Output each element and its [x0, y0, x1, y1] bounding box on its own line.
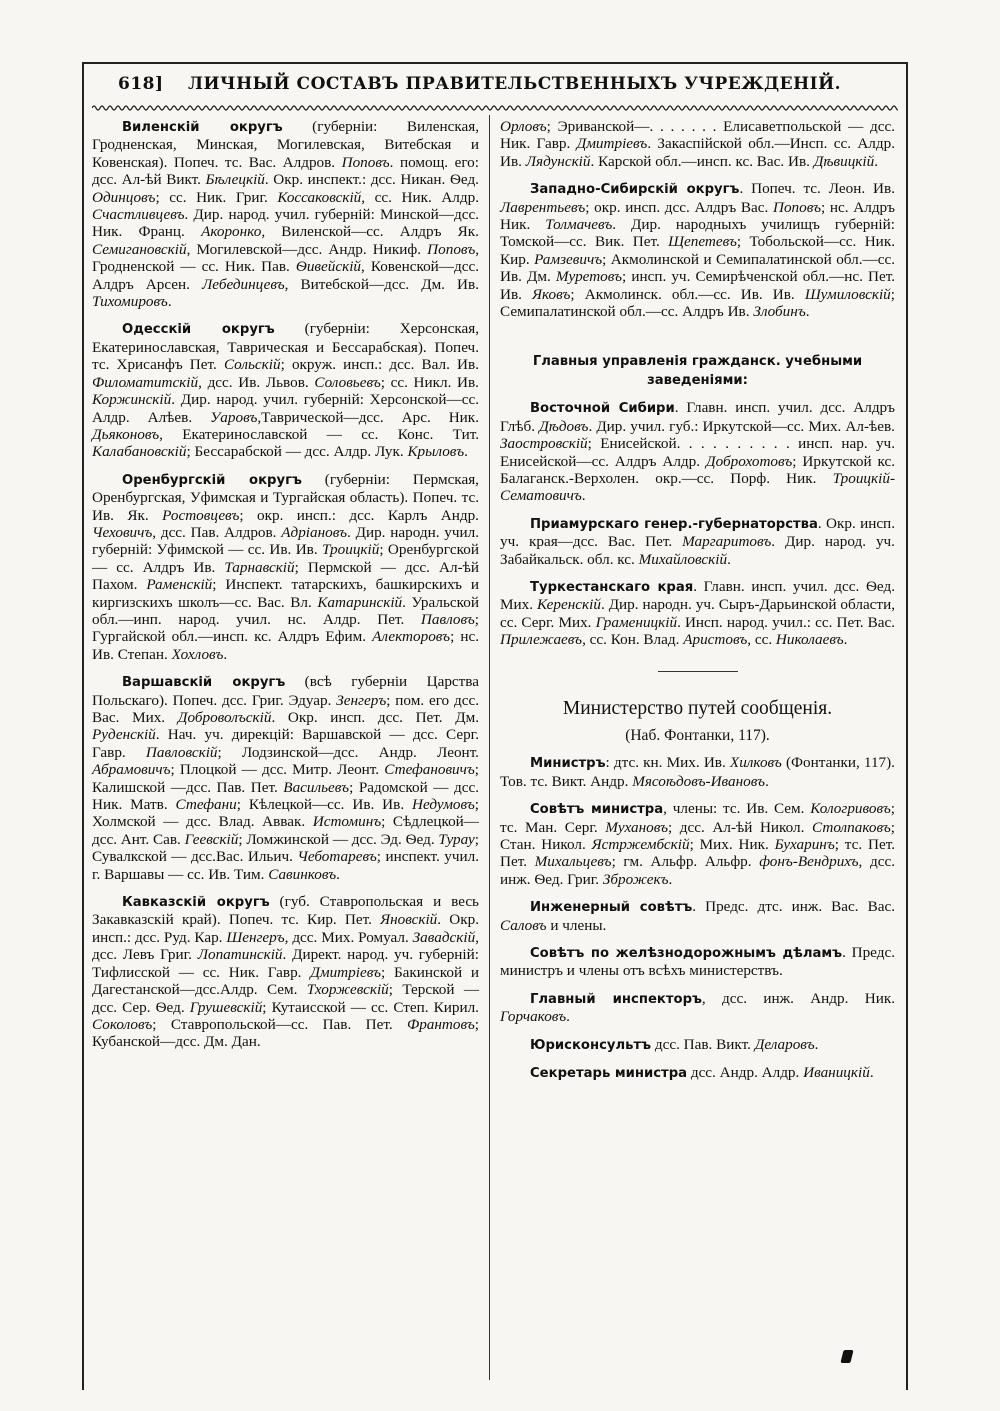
text-run: ; Кубанской—дсс. Дм. Дан. [92, 1015, 479, 1051]
surname: Тхоржевскій [306, 981, 389, 999]
left-column [92, 118, 479, 1061]
surname: Мясоѣдовъ-Ивановъ [632, 772, 766, 790]
text-run: дсс. Андр. Алдр. [687, 1064, 804, 1082]
text-run: , Гродненской — сс. Ник. Пав. [92, 240, 479, 276]
text-run: : дтс. кн. Мих. Ив. [605, 754, 730, 772]
surname: Чеботаревъ [297, 848, 377, 866]
text-run: . Главн. инсп. учил. дсс. Ѳед. Мих. [500, 577, 895, 614]
surname: Рамзевичъ [534, 250, 603, 268]
surname: Тихомировъ [92, 293, 168, 311]
surname: Тарнавскій [224, 558, 295, 576]
paragraph [500, 180, 895, 320]
surname: Доброволъскій [177, 709, 272, 726]
surname: Адріановъ [281, 523, 348, 541]
heading-term: Кавказскій округъ [122, 895, 270, 911]
text-run: ; Сѣдлецкой—дсс. Ант. Сав. [92, 813, 479, 848]
surname: Крыловъ [407, 443, 465, 461]
heading-term: Секретарь министра [530, 1066, 688, 1082]
text-run: (губерніи: Херсонская, Екатеринославская, Таврическая и Бессарабская). Попеч. тс. Хрисанфъ Пет. [92, 320, 479, 374]
text-run: . Окр. инсп. дсс. Пет. Дм. [271, 709, 480, 726]
text-run: ; Терской — дсс. Сер. Ѳед. [92, 981, 480, 1016]
surname: Завадскій [412, 928, 476, 946]
text-run: . Предс. министръ и члены отъ всѣхъ министерствъ. [500, 944, 895, 980]
surname: Аристовъ [683, 631, 748, 649]
text-run: (всѣ губерніи Царства Польскаго). Попеч. дсс. Григ. Эдуар. [92, 673, 480, 709]
text-run: ; Ставропольской—сс. Пав. Пет. [152, 1015, 407, 1033]
heading-term: Главныя управленія гражданск. учебными заведеніями: [532, 354, 863, 388]
text-run: ; инсп. уч. Семирѣченской обл.—нс. Пет. Ив. [500, 268, 895, 303]
right-column [500, 118, 895, 1092]
surname: Зенгеръ [336, 691, 387, 709]
surname: Лаврентьевъ [500, 198, 586, 216]
text-run: . Закаспійской обл.—Инсп. сс. Алдр. Ив. [500, 135, 895, 170]
surname: Поповъ [773, 198, 822, 216]
surname: Счастливцевъ [92, 206, 185, 224]
surname: Муретовъ [555, 268, 623, 286]
text-run: ; Инспект. татарскихъ, башкирскихъ и киргизскихъ школъ—сс. Вас. Вл. [92, 576, 480, 611]
text-run: . Главн. инсп. учил. дсс. Алдръ Глѣб. [500, 399, 895, 435]
text-run: ; Акмолинск. обл.—сс. Ив. Ив. [570, 285, 805, 303]
heading-term: Совѣтъ министра [530, 802, 664, 818]
text-run: , дсс. Ив. Львов. [198, 373, 315, 391]
text-run: , члены: тс. Ив. Сем. [663, 800, 811, 818]
text-run: ; Семипалатинской обл.—сс. Алдръ Ив. [500, 285, 896, 321]
heading-term: Одесскій округъ [122, 322, 275, 338]
text-run: , Ковенской—дсс. Алдръ Арсен. [92, 258, 480, 293]
heading-term: Совѣтъ по желѣзнодорожнымъ дѣламъ [530, 946, 843, 962]
text-run: ; Лодзинской—дсс. Андр. Леонт. [217, 743, 479, 761]
surname: фонъ-Вендрихъ [759, 853, 859, 871]
surname: Калабановскій [92, 443, 187, 461]
surname: Ястржембскій [591, 836, 690, 853]
surname: Троицкій [321, 541, 380, 559]
text-run: , Могилевской—дсс. Андр. Никиф. [186, 240, 428, 258]
surname: Кологривовъ [810, 800, 891, 818]
text-run: ; Акмолинской и Семипалатинской обл.—сс. Ив. Дм. [500, 250, 895, 286]
text-run: ; Бакинской и Дагестанской—дсс.Алдр. Сем. [92, 963, 480, 999]
heading-term: Виленскій округъ [122, 120, 283, 135]
paragraph [500, 898, 895, 934]
paragraph [500, 352, 895, 389]
text-run: ; окруж. инсп.: дсс. Вал. Ив. [280, 356, 479, 374]
page-number: 618] [118, 74, 164, 94]
surname: Дьяконовъ [92, 425, 160, 443]
surname: Маргаритовъ [682, 533, 772, 551]
surname: Грушевскій [189, 998, 263, 1016]
text-run: , дсс. Мих. Ромуал. [284, 928, 413, 946]
text-run: ; Ломжинской — дсс. Эд. Ѳед. [238, 830, 439, 848]
section-rule [658, 671, 738, 672]
surname: Лопатинскій [197, 946, 283, 964]
text-run: . [223, 645, 228, 663]
surname: Столпаковъ [812, 818, 891, 836]
surname: Прилежаевъ [500, 631, 583, 649]
text-run: . [727, 550, 731, 568]
text-run: . [167, 293, 172, 311]
paragraph [500, 727, 895, 744]
surname: Шумиловскій [804, 285, 891, 303]
surname: Шенгеръ [226, 928, 285, 946]
text-run: . [805, 303, 810, 321]
text-run: (Фонтанки, 117). Тов. тс. Викт. Андр. [500, 754, 895, 790]
surname: Ѳивейскій [295, 258, 362, 276]
surname: Соколовъ [92, 1015, 153, 1033]
surname: Бухаринъ [774, 836, 835, 853]
text-run: . [581, 487, 586, 505]
text-run: . [869, 1064, 874, 1082]
surname: Орловъ [500, 118, 547, 135]
text-run: . [765, 772, 769, 790]
text-run: ; тс. Пет. Пет. [500, 836, 895, 871]
surname: Истоминъ [312, 813, 382, 831]
text-run: ; Кутаисской — сс. Степ. Кирил. [262, 998, 479, 1016]
text-run: ; Пермской — дсс. Ал-ѣй Пахом. [92, 558, 479, 594]
surname: Николаевъ [775, 631, 844, 649]
text-run: ; окр. инсп.: дсс. Карлъ Андр. [239, 506, 479, 524]
text-run: . [464, 443, 468, 461]
text-run: ; окр. инсп. дсс. Алдръ Вас. [585, 198, 773, 216]
text-run: . [843, 631, 848, 649]
heading-term: Юрисконсультъ [530, 1037, 652, 1053]
surname: Хилковъ [729, 754, 782, 772]
surname: Стефани [175, 796, 237, 814]
surname: Коржинскій [92, 391, 172, 409]
surname: Павловскій [145, 743, 218, 761]
heading-term: Главный инспекторъ [530, 991, 702, 1007]
text-run: . Окр. инспект.: дсс. Никан. Ѳед. [264, 171, 479, 189]
surname: Горчаковъ [500, 1008, 567, 1026]
text-run: Министерство путей сообщенія. [562, 697, 833, 719]
surname: Щепетевъ [668, 233, 737, 251]
surname: Деларовъ [754, 1035, 815, 1053]
text-run: , сс. Ник. Алдр. [361, 188, 479, 206]
surname: Саловъ [500, 916, 547, 934]
text-run: ; Плоцкой — дсс. Митр. Леонт. [170, 761, 385, 779]
text-run: ; нс. Ив. Степан. [92, 628, 479, 663]
paragraph [500, 399, 895, 504]
text-run: ; пом. его дсс. Вас. Мих. [92, 691, 479, 726]
paragraph [500, 1036, 895, 1054]
surname: Михайловскій [638, 550, 728, 568]
surname: Турау [438, 830, 475, 848]
paragraph [92, 320, 479, 460]
paragraph [500, 944, 895, 980]
text-run: . Предс. дтс. инж. Вас. Вас. [692, 898, 895, 916]
paragraph [500, 990, 895, 1026]
text-run: ; нс. Алдръ Ник. [500, 198, 896, 234]
text-run: ; Гургайской обл.—инсп. кс. Алдръ Ефим. [92, 610, 479, 646]
surname: Коссаковскій [277, 188, 362, 206]
text-run: , Виленской—сс. Алдръ Як. [261, 223, 479, 241]
text-run: ; Холмской — дсс. Влад. Аввак. [92, 796, 479, 831]
surname: Дмитріевъ [576, 135, 648, 153]
surname: Недумовъ [412, 796, 475, 814]
text-run: ; Иркутской кс. Балаганск.-Верхолен. окр.—сс. Порф. Ник. [500, 452, 896, 487]
text-run: дсс. Пав. Викт. [651, 1035, 755, 1053]
surname: Геевскій [184, 830, 239, 848]
text-run: . Дир. народ. уч. Забайкальск. обл. кс. [500, 533, 895, 568]
surname: Зброжекъ [602, 870, 669, 888]
surname: Раменскій [146, 576, 213, 594]
surname: Мухановъ [605, 818, 668, 836]
text-run: . Директ. народ. уч. губерній: Тифлисской — сс. Ник. Гавр. [92, 946, 479, 981]
column-divider [489, 115, 490, 1380]
text-run: , сс. Кон. Влад. [582, 631, 684, 649]
text-run: ; Калишской —дсс. Пав. Пет. [92, 761, 479, 796]
heading-term: Западно-Сибирскій округъ [530, 182, 740, 198]
text-run: (губерніи: Виленская, Гродненская, Минская, Могилевская, Витебская и Ковенская). Попеч. тс. Вас. Алдров. [92, 118, 479, 171]
surname: Васильевъ [283, 778, 350, 796]
surname: Соловьевъ [314, 373, 381, 391]
surname: Одинцовъ [92, 188, 156, 206]
text-run: . [874, 152, 879, 170]
surname: Дѣвицкій [813, 152, 875, 170]
text-run: . Инсп. народ. учил.: сс. Пет. Вас. [677, 613, 896, 631]
surname: Поповъ [341, 153, 390, 171]
surname: Алекторовъ [372, 628, 451, 646]
surname: Уаровъ [210, 408, 258, 426]
text-run: ; Енисейской. . . . . . . . . . инсп. нар. уч. Енисейской—сс. Алдръ Алдр. [500, 435, 895, 470]
header-wavy-rule [92, 103, 898, 113]
text-run: . Карской обл.—инсп. кс. Вас. Ив. [590, 152, 814, 170]
paragraph [92, 471, 479, 663]
paragraph [500, 754, 895, 790]
text-run: . Дир. народ. учил. губерній: Херсонской—сс. Алдр. Алѣев. [92, 391, 479, 426]
surname: Дмитріевъ [310, 963, 381, 981]
surname: Ростовцевъ [162, 506, 240, 524]
text-run: , дсс. инж. Ѳед. Григ. [500, 853, 895, 888]
text-run: (губерніи: Пермская, Оренбургская, Уфимская и Тургайская область). Попеч. тс. Ив. Як. [92, 470, 479, 524]
heading-term: Приамурскаго генер.-губернаторства [530, 516, 818, 532]
text-run: . Окр. инсп. уч. края—дсс. Вас. Пет. [500, 514, 895, 551]
surname: Злобинъ [753, 303, 806, 321]
surname: Лядунскій [525, 152, 591, 170]
text-run: ; Радомской — дсс. Ник. Матв. [92, 778, 479, 814]
text-run: . Дир. народн. уч. Сыръ-Дарьинской области, сс. Серг. Мих. [500, 596, 895, 631]
surname: Лебединцевъ [202, 275, 285, 293]
text-run: . Окр. инсп.: дсс. Руд. Кар. [92, 911, 479, 946]
surname: Франтовъ [406, 1015, 475, 1033]
text-run: ; инспект. учил. г. Варшавы — сс. Ив. Тим. [92, 848, 479, 883]
surname: Сольскій [223, 356, 281, 374]
text-run: , дсс. Пав. Алдров. [152, 523, 282, 541]
text-run: . Дир. учил. губ.: Иркутской—сс. Мих. Ал-ѣев. [588, 417, 895, 435]
surname: Стефановичъ [384, 761, 475, 779]
heading-term: Туркестанскаго края [530, 579, 694, 595]
text-run: ; сс. Никл. Ив. [380, 373, 479, 391]
text-run: (Наб. Фонтанки, 117). [625, 726, 770, 744]
surname: Чеховичъ [92, 523, 153, 541]
heading-term: Министръ [530, 756, 606, 772]
text-run: ; дсс. Ал-ѣй Никол. [668, 818, 813, 836]
text-run: ; гм. Альфр. Альфр. [611, 853, 760, 871]
text-run: , дсс. Левъ Григ. [92, 928, 479, 964]
paragraph [500, 118, 895, 170]
paragraph [92, 118, 479, 310]
surname: Михальцевъ [534, 853, 612, 871]
text-run: . Попеч. тс. Леон. Ив. [739, 180, 895, 198]
text-run: ; Бессарабской — дсс. Алдр. Лук. [186, 443, 408, 461]
surname: Абрамовичъ [92, 761, 171, 779]
surname: Бѣлецкій [205, 171, 265, 189]
text-run: . Дир. народ. учил. губерній: Минской—дсс. Ник. Франц. [92, 206, 479, 241]
text-run: . [336, 865, 340, 883]
text-run: ; Оренбургской — сс. Алдръ Ив. [92, 541, 479, 576]
text-run: ; сс. Ник. Григ. [155, 188, 278, 206]
text-run: и члены. [546, 916, 607, 934]
surname: Иваницкій [803, 1064, 870, 1082]
text-run: , Екатеринославской — сс. Конс. Тит. [159, 425, 479, 443]
paragraph [500, 697, 895, 719]
text-run: . Дир. народн. учил. губерній: Уфимской — сс. Ив. Ив. [92, 523, 479, 559]
surname: Руденскій [92, 726, 156, 744]
paragraph [92, 673, 479, 883]
surname: Яновскій [380, 911, 438, 929]
surname: Филоматитскій [92, 373, 199, 391]
paragraph [500, 578, 895, 649]
surname: Толмачевъ [545, 216, 613, 234]
paragraph [500, 515, 895, 568]
heading-term: Инженерный совѣтъ [530, 900, 693, 916]
paragraph [500, 1064, 895, 1082]
surname: Граменицкій [595, 613, 678, 631]
text-run: . Нач. уч. дирекцій: Варшавской — дсс. Серг. Гавр. [92, 726, 479, 761]
running-title: ЛИЧНЫЙ СОСТАВЪ ПРАВИТЕЛЬСТВЕННЫХЪ УЧРЕЖДЕНІЙ. [187, 74, 842, 94]
text-run: . [814, 1035, 819, 1053]
text-run: ; Мих. Ник. [689, 836, 775, 853]
text-run: ; тс. Ман. Серг. [500, 800, 895, 836]
text-run: ; Эриванской—. . . . . . . Елисаветпольской — дсс. Ник. Гавр. [500, 118, 895, 153]
paragraph [500, 800, 895, 888]
text-run: ; Сувалкской — дсс.Вас. Ильич. [92, 830, 480, 866]
surname: Савинковъ [268, 865, 337, 883]
text-run: , сс. [747, 631, 776, 649]
surname: Керенскій [536, 596, 601, 614]
surname: Заостровскій [500, 435, 588, 453]
text-run: ; Тобольской—сс. Ник. Кир. [500, 233, 895, 268]
surname: Хохловъ [171, 645, 224, 663]
heading-term: Оренбургскій округъ [122, 472, 302, 488]
text-run: . Уральской обл.—инп. народ. учил. нс. Алдр. Пет. [92, 593, 479, 628]
text-run: (губ. Ставропольская и весь Закавказскій край). Попеч. тс. Кир. Пет. [92, 893, 479, 929]
text-run: ,Таврической—дсс. Арс. Ник. [257, 408, 479, 426]
surname: Дѣдовъ [539, 417, 589, 435]
surname: Поповъ [427, 240, 476, 258]
text-run: ; Стан. Никол. [500, 818, 895, 853]
text-run: . Дир. народныхъ училищъ губерній: Томской—сс. Вик. Пет. [500, 216, 895, 251]
surname: Яковъ [532, 285, 571, 303]
surname: Троицкій-Сематовичъ [500, 469, 895, 505]
text-run: . [566, 1008, 570, 1026]
text-run: , дсс. инж. Андр. Ник. [701, 989, 895, 1007]
heading-term: Восточной Сибири [530, 401, 675, 417]
text-run: . помощ. его: дсс. Ал-ѣй Викт. [92, 153, 479, 189]
text-run: . [668, 870, 673, 888]
text-run: , Витебской—дсс. Дм. Ив. [284, 275, 479, 293]
surname: Акоронко [201, 223, 262, 241]
paragraph [92, 893, 479, 1051]
heading-term: Варшавскій округъ [122, 675, 286, 691]
surname: Павловъ [420, 610, 475, 628]
surname: Семигановскій [92, 240, 187, 258]
text-run: ; Кѣлецкой—сс. Ив. Ив. [236, 796, 413, 814]
surname: Доброхотовъ [705, 452, 793, 470]
surname: Катаринскій [317, 593, 403, 611]
